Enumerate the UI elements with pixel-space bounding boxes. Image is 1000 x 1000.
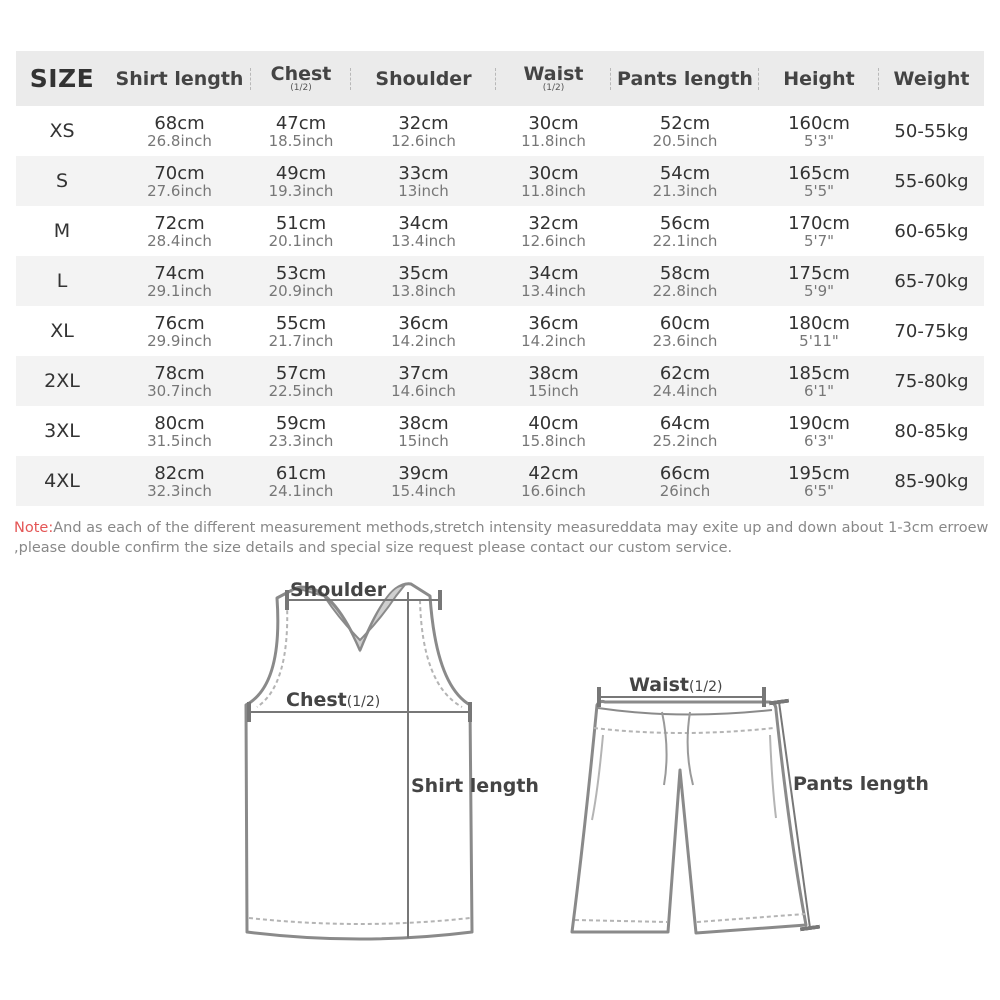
cell-waist <box>496 106 611 156</box>
cell-shirt-length <box>108 206 251 256</box>
inch-value: 29.1inch <box>147 281 212 300</box>
size-chart-table <box>16 51 984 506</box>
diagram-pants-length-label: Pants length <box>793 773 929 795</box>
weight-value: 65-70kg <box>894 270 969 292</box>
cell-shirt-length <box>108 406 251 456</box>
cm-value: 32cm <box>528 212 579 234</box>
table-row <box>16 456 984 506</box>
cm-value: 61cm <box>275 462 327 484</box>
header-chest <box>251 51 351 106</box>
cm-value: 64cm <box>659 412 711 434</box>
cm-value: 78cm <box>154 362 205 384</box>
cm-value: 82cm <box>154 462 205 484</box>
cell-height <box>759 256 879 306</box>
cm-value: 30cm <box>528 162 579 184</box>
cell-chest <box>251 256 351 306</box>
inch-value: 13.8inch <box>391 281 456 300</box>
note-text: And as each of the different measurement methods,stretch intensity measureddata may exite up and down about 1-3cm erroew ,please double confirm the size details and special size request please contact our custom service. <box>14 520 989 556</box>
inch-value: 32.3inch <box>147 481 212 500</box>
cell-waist <box>496 256 611 306</box>
inch-value: 11.8inch <box>521 131 586 150</box>
table-row <box>16 306 984 356</box>
cell-shirt-length <box>108 356 251 406</box>
shorts-illustration <box>572 674 929 933</box>
header-shoulder-label: Shoulder <box>375 67 472 90</box>
diagram-chest-sub: (1/2) <box>346 694 381 710</box>
cm-value: 34cm <box>528 262 579 284</box>
inch-value: 18.5inch <box>268 131 334 150</box>
header-waist-label: Waist <box>523 63 584 85</box>
cm-value: 72cm <box>154 212 205 234</box>
inch-value: 14.2inch <box>521 331 586 350</box>
note-label: Note: <box>14 520 54 536</box>
cm-value: 180cm <box>788 312 850 334</box>
inch-value: 14.2inch <box>391 331 456 350</box>
cm-value: 40cm <box>528 412 579 434</box>
cell-waist <box>496 156 611 206</box>
cell-shirt-length <box>108 256 251 306</box>
cell-pants-length <box>611 406 759 456</box>
diagram-waist-label: Waist <box>629 674 690 696</box>
cell-size <box>16 206 108 256</box>
header-chest-label: Chest <box>270 63 332 85</box>
inch-value: 15inch <box>398 431 449 450</box>
header-pants-length <box>611 51 759 106</box>
inch-value: 22.8inch <box>652 281 718 300</box>
inch-value: 13.4inch <box>391 231 456 250</box>
cm-value: 56cm <box>659 212 711 234</box>
feet-value: 5'3" <box>803 131 835 150</box>
cell-shirt-length <box>108 306 251 356</box>
diagram-shirt-length-label: Shirt length <box>411 775 539 797</box>
inch-value: 22.5inch <box>268 381 334 400</box>
diagram-waist-text <box>629 674 722 696</box>
cell-weight <box>879 456 984 506</box>
cell-shirt-length <box>108 106 251 156</box>
cm-value: 47cm <box>275 112 327 134</box>
cell-shoulder <box>351 406 496 456</box>
cell-weight <box>879 356 984 406</box>
weight-value: 80-85kg <box>894 420 969 442</box>
inch-value: 21.3inch <box>652 181 718 200</box>
cell-pants-length <box>611 456 759 506</box>
table-row <box>16 206 984 256</box>
cell-shoulder <box>351 256 496 306</box>
cell-chest <box>251 406 351 456</box>
cell-waist <box>496 356 611 406</box>
table-body <box>16 106 984 506</box>
header-weight <box>879 51 984 106</box>
cell-shoulder <box>351 156 496 206</box>
header-shirt-length <box>108 51 251 106</box>
cell-weight <box>879 306 984 356</box>
cell-weight <box>879 156 984 206</box>
cell-size <box>16 456 108 506</box>
cell-weight <box>879 256 984 306</box>
header-chest-sub: (1/2) <box>290 83 312 93</box>
cm-value: 49cm <box>275 162 327 184</box>
cm-value: 52cm <box>659 112 711 134</box>
feet-value: 5'11" <box>799 331 839 350</box>
inch-value: 15.4inch <box>391 481 456 500</box>
size-value: 2XL <box>44 370 80 392</box>
inch-value: 27.6inch <box>147 181 212 200</box>
cm-value: 68cm <box>154 112 205 134</box>
inch-value: 28.4inch <box>147 231 212 250</box>
cell-size <box>16 256 108 306</box>
inch-value: 26.8inch <box>147 131 212 150</box>
feet-value: 5'5" <box>803 181 835 200</box>
cell-waist <box>496 406 611 456</box>
cm-value: 58cm <box>659 262 711 284</box>
inch-value: 24.4inch <box>652 381 718 400</box>
cell-waist <box>496 206 611 256</box>
header-height <box>759 51 879 106</box>
cm-value: 32cm <box>398 112 449 134</box>
cell-shoulder <box>351 306 496 356</box>
cell-size <box>16 406 108 456</box>
cm-value: 175cm <box>788 262 850 284</box>
feet-value: 6'5" <box>803 481 835 500</box>
cm-value: 195cm <box>788 462 850 484</box>
cell-weight <box>879 106 984 156</box>
size-value: XS <box>49 120 75 142</box>
inch-value: 15inch <box>528 381 579 400</box>
cm-value: 80cm <box>154 412 205 434</box>
cell-pants-length <box>611 156 759 206</box>
diagram-shoulder-label: Shoulder <box>290 579 387 601</box>
cell-pants-length <box>611 206 759 256</box>
cell-chest <box>251 456 351 506</box>
cm-value: 51cm <box>275 212 327 234</box>
cm-value: 70cm <box>154 162 205 184</box>
inch-value: 31.5inch <box>147 431 212 450</box>
inch-value: 13inch <box>398 181 449 200</box>
weight-value: 60-65kg <box>894 220 969 242</box>
weight-value: 55-60kg <box>894 170 969 192</box>
cm-value: 34cm <box>398 212 449 234</box>
header-pants-length-label: Pants length <box>617 67 753 90</box>
cm-value: 33cm <box>398 162 449 184</box>
inch-value: 26inch <box>659 481 711 500</box>
inch-value: 20.1inch <box>268 231 334 250</box>
cm-value: 38cm <box>528 362 579 384</box>
cell-shirt-length <box>108 156 251 206</box>
weight-value: 75-80kg <box>894 370 969 392</box>
weight-value: 85-90kg <box>894 470 969 492</box>
cm-value: 35cm <box>398 262 449 284</box>
table-row <box>16 156 984 206</box>
header-size <box>16 51 108 106</box>
cm-value: 165cm <box>788 162 850 184</box>
cm-value: 190cm <box>788 412 850 434</box>
cell-pants-length <box>611 306 759 356</box>
size-value: L <box>56 270 68 292</box>
inch-value: 16.6inch <box>521 481 586 500</box>
cm-value: 59cm <box>275 412 327 434</box>
header-weight-label: Weight <box>893 67 970 90</box>
inch-value: 24.1inch <box>268 481 334 500</box>
cm-value: 53cm <box>275 262 327 284</box>
cm-value: 62cm <box>659 362 711 384</box>
table-row <box>16 356 984 406</box>
cm-value: 55cm <box>275 312 327 334</box>
inch-value: 25.2inch <box>652 431 718 450</box>
garment-measurement-diagram <box>0 560 1000 1000</box>
cm-value: 160cm <box>788 112 850 134</box>
cm-value: 170cm <box>788 212 850 234</box>
inch-value: 22.1inch <box>652 231 718 250</box>
cm-value: 36cm <box>398 312 449 334</box>
cell-waist <box>496 306 611 356</box>
cm-value: 36cm <box>528 312 579 334</box>
cell-shoulder <box>351 206 496 256</box>
inch-value: 12.6inch <box>391 131 456 150</box>
header-height-label: Height <box>783 67 855 90</box>
weight-value: 70-75kg <box>894 320 969 342</box>
cell-height <box>759 106 879 156</box>
cell-chest <box>251 206 351 256</box>
diagram-chest-label: Chest <box>286 689 347 711</box>
cell-chest <box>251 106 351 156</box>
feet-value: 6'3" <box>803 431 835 450</box>
cell-chest <box>251 356 351 406</box>
inch-value: 11.8inch <box>521 181 586 200</box>
cm-value: 37cm <box>398 362 449 384</box>
table-row <box>16 106 984 156</box>
size-value: S <box>55 170 69 192</box>
jersey-outline <box>246 584 472 939</box>
cell-pants-length <box>611 256 759 306</box>
header-shirt-length-label: Shirt length <box>115 67 244 90</box>
cell-height <box>759 306 879 356</box>
size-value: 3XL <box>44 420 80 442</box>
cm-value: 42cm <box>528 462 579 484</box>
inch-value: 19.3inch <box>268 181 334 200</box>
cm-value: 30cm <box>528 112 579 134</box>
cell-shoulder <box>351 356 496 406</box>
cell-size <box>16 356 108 406</box>
header-shoulder <box>351 51 496 106</box>
measurement-note <box>14 518 989 558</box>
header-waist-sub: (1/2) <box>542 83 565 93</box>
cm-value: 66cm <box>659 462 711 484</box>
cell-chest <box>251 156 351 206</box>
cm-value: 57cm <box>275 362 327 384</box>
cell-height <box>759 156 879 206</box>
diagram-waist-sub: (1/2) <box>689 679 723 695</box>
cell-pants-length <box>611 106 759 156</box>
header-waist <box>496 51 611 106</box>
cell-shoulder <box>351 106 496 156</box>
inch-value: 20.5inch <box>652 131 718 150</box>
table-row <box>16 406 984 456</box>
inch-value: 30.7inch <box>147 381 212 400</box>
cell-weight <box>879 206 984 256</box>
inch-value: 13.4inch <box>521 281 586 300</box>
cm-value: 38cm <box>398 412 449 434</box>
cell-shirt-length <box>108 456 251 506</box>
cm-value: 76cm <box>154 312 205 334</box>
feet-value: 6'1" <box>803 381 835 400</box>
inch-value: 29.9inch <box>147 331 212 350</box>
inch-value: 23.6inch <box>652 331 718 350</box>
cell-size <box>16 306 108 356</box>
feet-value: 5'7" <box>803 231 835 250</box>
cell-chest <box>251 306 351 356</box>
cm-value: 60cm <box>659 312 711 334</box>
cell-size <box>16 106 108 156</box>
cell-weight <box>879 406 984 456</box>
cell-pants-length <box>611 356 759 406</box>
size-value: 4XL <box>44 470 80 492</box>
inch-value: 20.9inch <box>268 281 334 300</box>
cell-size <box>16 156 108 206</box>
inch-value: 23.3inch <box>268 431 334 450</box>
cell-height <box>759 456 879 506</box>
feet-value: 5'9" <box>803 281 835 300</box>
inch-value: 15.8inch <box>521 431 586 450</box>
header-size-label: SIZE <box>29 64 95 93</box>
inch-value: 14.6inch <box>391 381 456 400</box>
jersey-illustration <box>246 579 539 939</box>
size-value: M <box>53 220 71 242</box>
cm-value: 74cm <box>154 262 205 284</box>
inch-value: 12.6inch <box>521 231 586 250</box>
cm-value: 54cm <box>659 162 711 184</box>
inch-value: 21.7inch <box>268 331 334 350</box>
cell-height <box>759 206 879 256</box>
table-header-row <box>16 51 984 106</box>
cell-height <box>759 356 879 406</box>
cm-value: 39cm <box>398 462 449 484</box>
cell-height <box>759 406 879 456</box>
cm-value: 185cm <box>788 362 850 384</box>
size-value: XL <box>50 320 74 342</box>
table-row <box>16 256 984 306</box>
weight-value: 50-55kg <box>894 120 969 142</box>
cell-shoulder <box>351 456 496 506</box>
cell-waist <box>496 456 611 506</box>
